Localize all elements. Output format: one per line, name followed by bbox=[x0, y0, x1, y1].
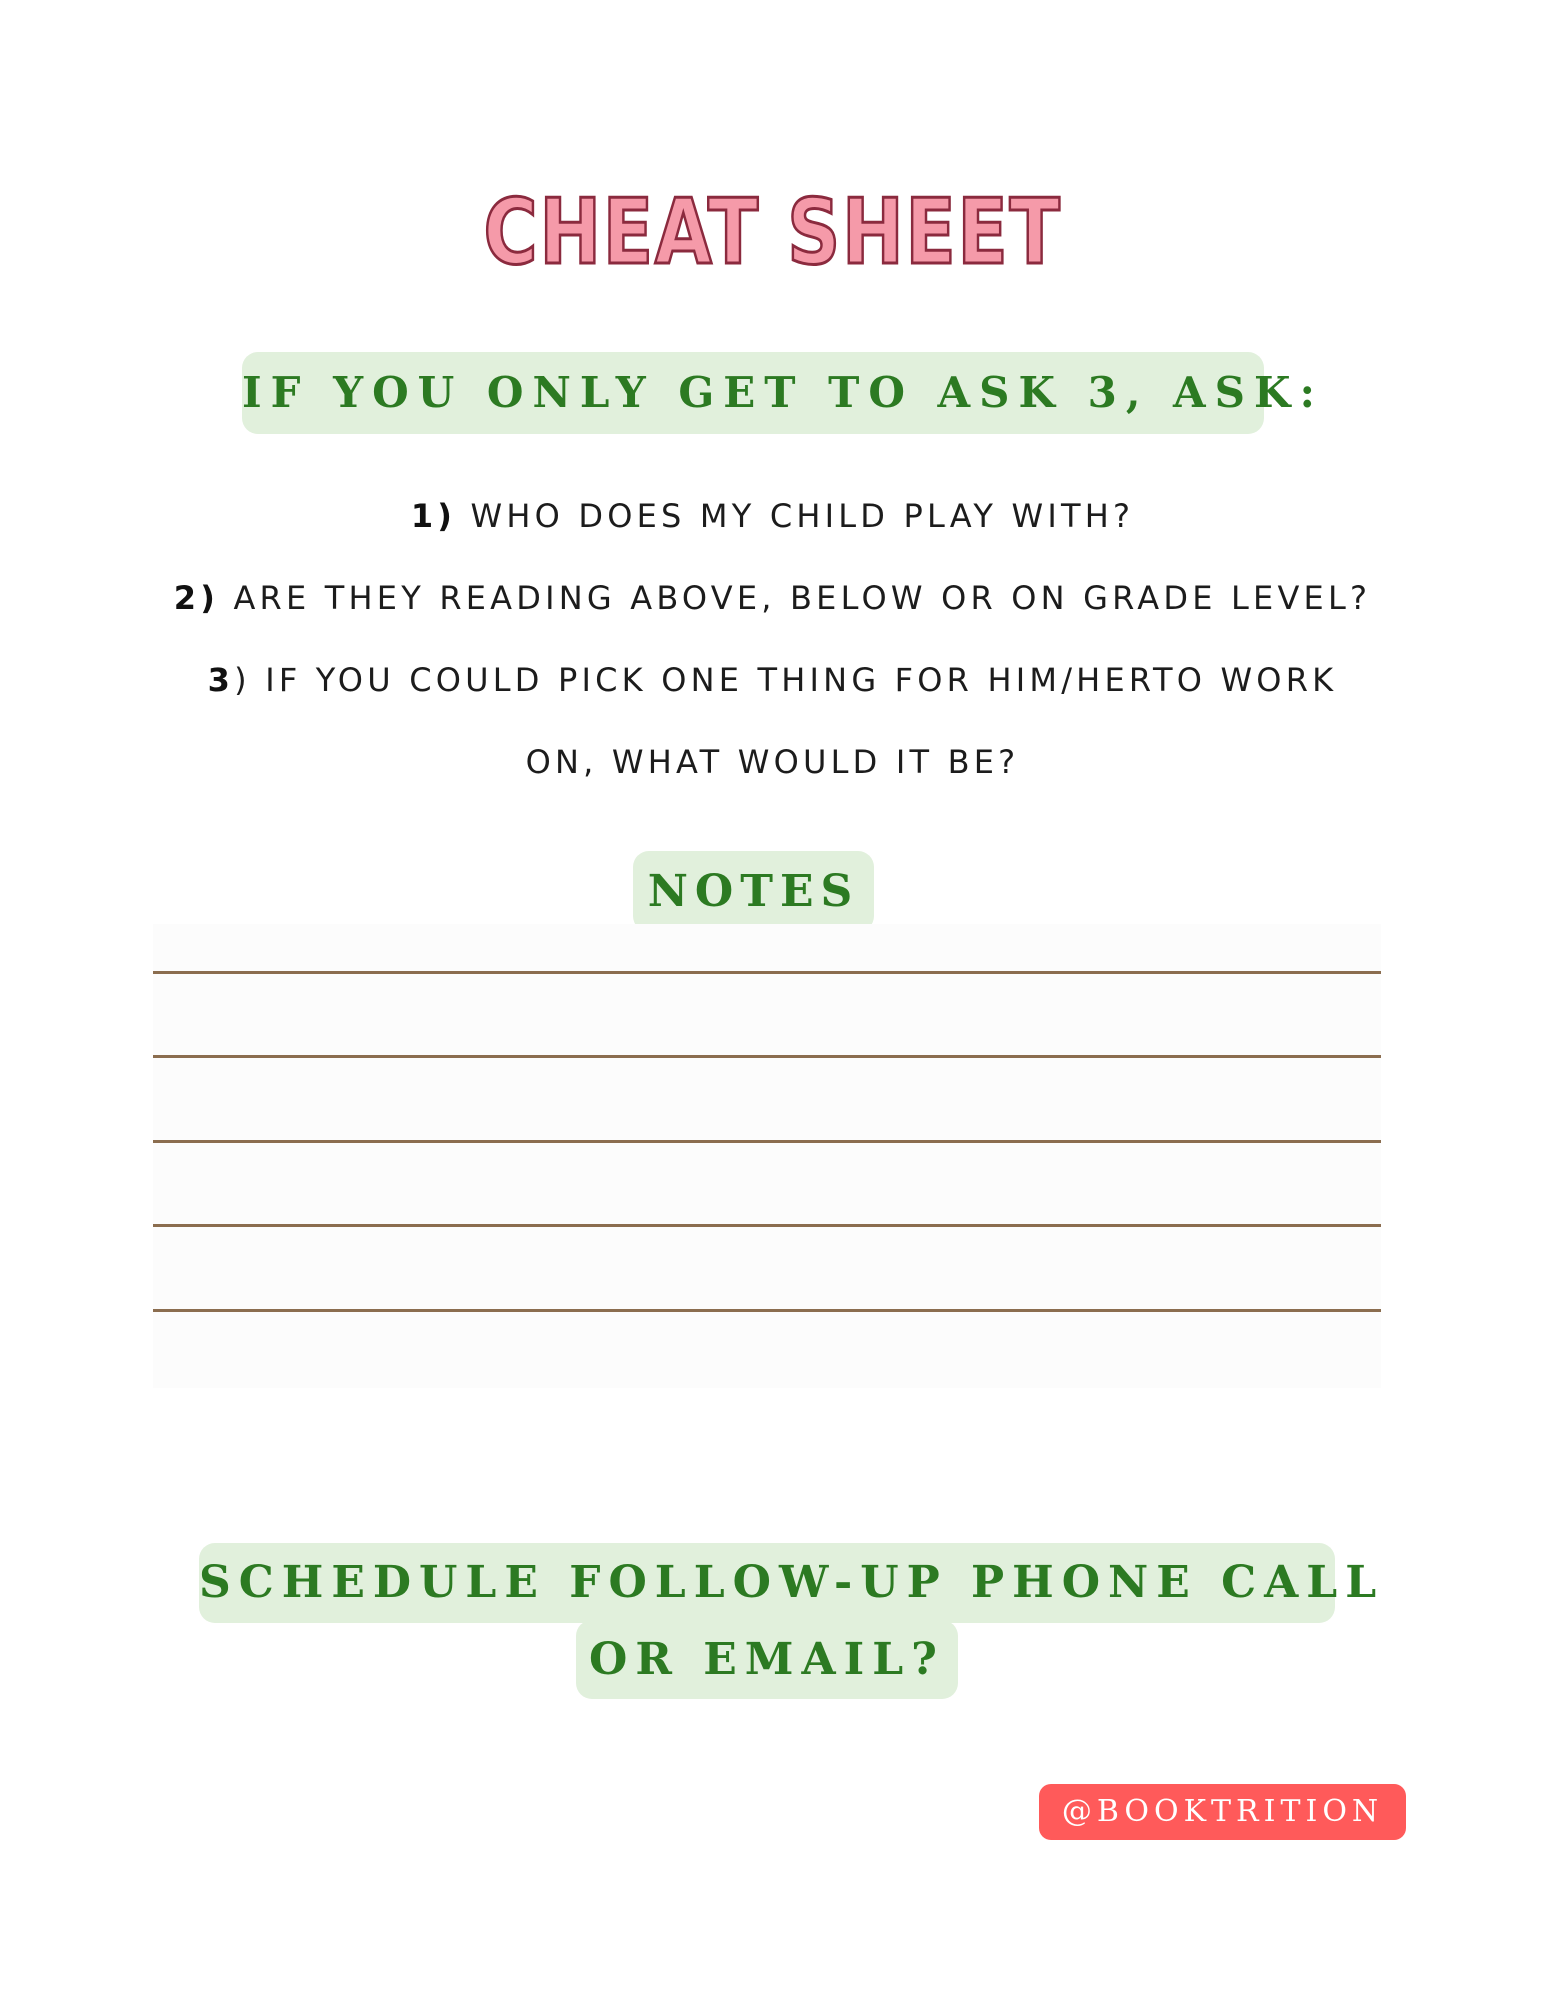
question-item bbox=[0, 557, 1545, 639]
question-list bbox=[0, 475, 1545, 803]
page-title: CHEAT SHEET bbox=[483, 180, 1062, 285]
follow-up-heading-line2: OR EMAIL? bbox=[576, 1620, 958, 1699]
ask-heading: IF YOU ONLY GET TO ASK 3, ASK: bbox=[242, 352, 1264, 434]
question-number: 1) bbox=[410, 497, 457, 535]
question-text: ARE THEY READING ABOVE, BELOW OR ON GRADE LEVEL? bbox=[219, 579, 1372, 617]
note-line bbox=[153, 1140, 1381, 1143]
question-number: 3 bbox=[207, 661, 235, 699]
social-handle-badge: @BOOKTRITION bbox=[1039, 1784, 1406, 1840]
question-text: WHO DOES MY CHILD PLAY WITH? bbox=[456, 497, 1135, 535]
note-line bbox=[153, 1309, 1381, 1312]
note-line bbox=[153, 1055, 1381, 1058]
question-continuation: ON, WHAT WOULD IT BE? bbox=[525, 743, 1020, 781]
notes-area[interactable] bbox=[153, 924, 1381, 1388]
notes-heading: NOTES bbox=[633, 851, 874, 932]
question-number: 2) bbox=[173, 579, 220, 617]
question-item bbox=[0, 639, 1545, 721]
note-line bbox=[153, 1224, 1381, 1227]
note-line bbox=[153, 971, 1381, 974]
question-item bbox=[0, 475, 1545, 557]
question-text: ) IF YOU COULD PICK ONE THING FOR HIM/HERTO WORK bbox=[234, 661, 1338, 699]
follow-up-heading-line1: SCHEDULE FOLLOW-UP PHONE CALL bbox=[199, 1543, 1335, 1623]
